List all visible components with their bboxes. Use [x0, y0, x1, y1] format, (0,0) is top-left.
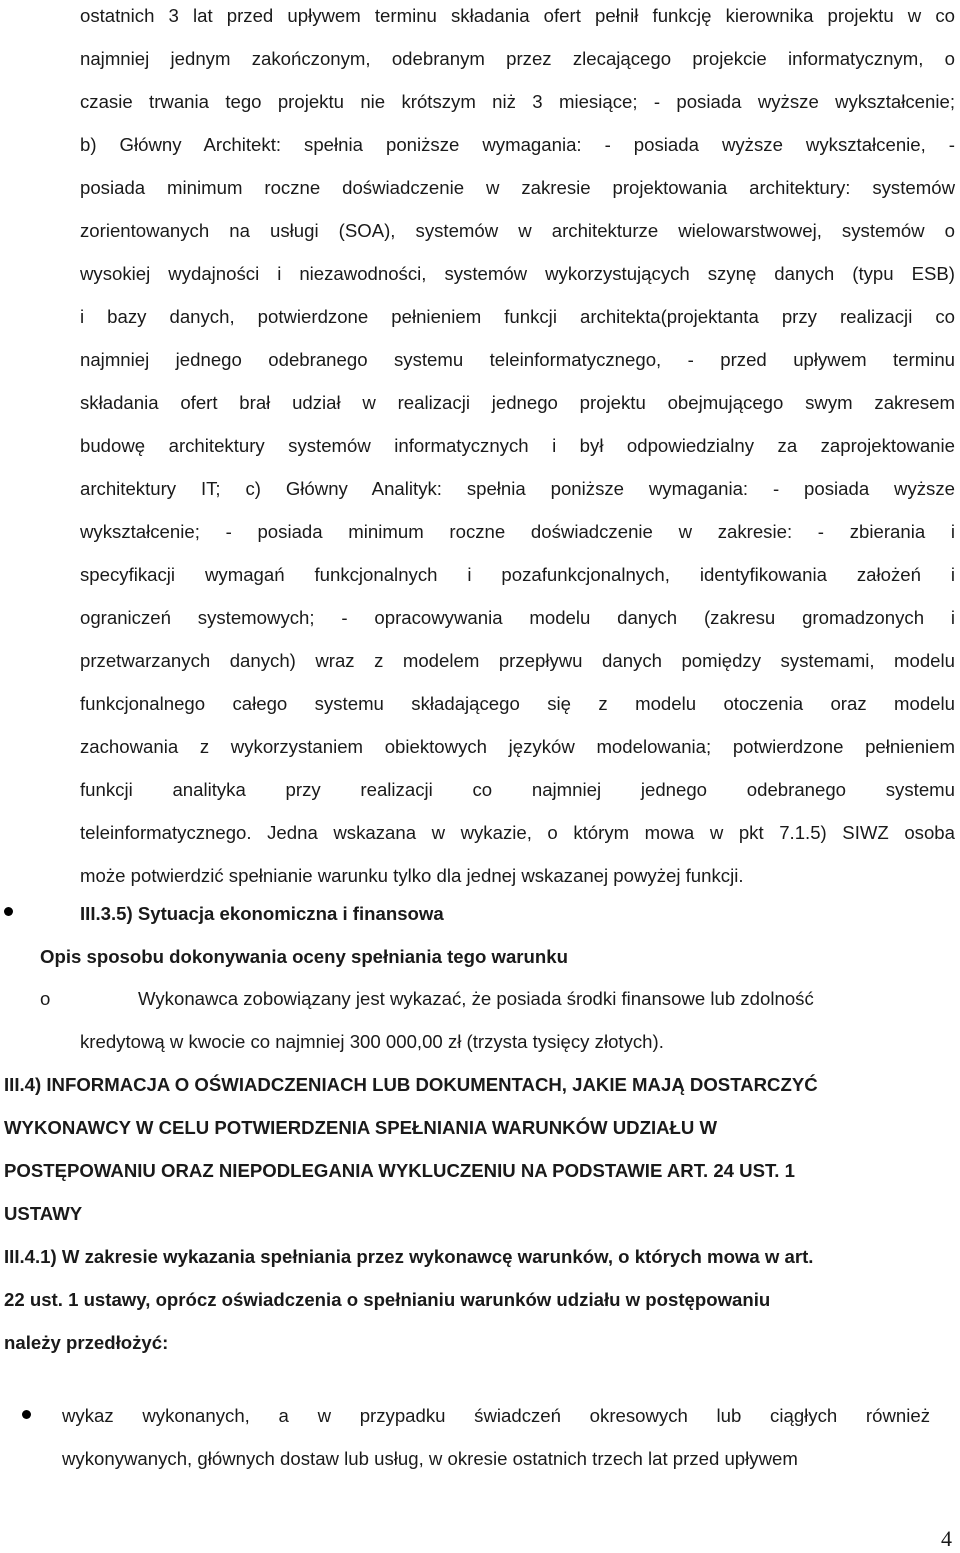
text-line: i bazy danych, potwierdzone pełnieniem funkcji architekta(projektanta przy realizacji co [80, 306, 955, 327]
finance-line: Wykonawca zobowiązany jest wykazać, że posiada środki finansowe lub zdolność [138, 988, 814, 1009]
text-line: architektury IT; c) Główny Analityk: spełnia poniższe wymagania: - posiada wyższe [80, 478, 955, 499]
text-line: specyfikacji wymagań funkcjonalnych i pozafunkcjonalnych, identyfikowania założeń i [80, 564, 955, 585]
list-item-line: wykaz wykonanych, a w przypadku świadczeń okresowych lub ciągłych również [62, 1405, 930, 1426]
text-line: ostatnich 3 lat przed upływem terminu składania ofert pełnił funkcję kierownika projektu w co [80, 5, 955, 26]
text-line: zorientowanych na usługi (SOA), systemów w architekturze wielowarstwowej, systemów o [80, 220, 955, 241]
text-line: posiada minimum roczne doświadczenie w zakresie projektowania architektury: systemów [80, 177, 955, 198]
list-item-line: wykonywanych, głównych dostaw lub usług, w okresie ostatnich trzech lat przed upływem [62, 1448, 798, 1469]
text-line: wykształcenie; - posiada minimum roczne doświadczenie w zakresie: - zbierania i [80, 521, 955, 542]
section-heading-iii35: III.3.5) Sytuacja ekonomiczna i finansowa [80, 903, 444, 924]
heading-line: 22 ust. 1 ustawy, oprócz oświadczenia o spełnianiu warunków udziału w postępowaniu [4, 1289, 771, 1310]
circle-list-marker: o [40, 988, 51, 1009]
page-number: 4 [941, 1526, 952, 1551]
bullet-dot [4, 907, 13, 916]
text-line: może potwierdzić spełnianie warunku tylko dla jednej wskazanej powyżej funkcji. [80, 865, 744, 886]
text-line: składania ofert brał udział w realizacji jednego projektu obejmującego swym zakresem [80, 392, 955, 413]
heading-line: USTAWY [4, 1203, 83, 1224]
heading-line: III.4.1) W zakresie wykazania spełniania przez wykonawcę warunków, o których mowa w art. [4, 1246, 814, 1267]
text-line: funkcji analityka przy realizacji co najmniej jednego odebranego systemu [80, 779, 955, 800]
text-line: przetwarzanych danych) wraz z modelem przepływu danych pomiędzy systemami, modelu [80, 650, 955, 671]
text-line: ograniczeń systemowych; - opracowywania modelu danych (zakresu gromadzonych i [80, 607, 955, 628]
text-line: najmniej jednego odebranego systemu teleinformatycznego, - przed upływem terminu [80, 349, 955, 370]
heading-line: III.4) INFORMACJA O OŚWIADCZENIACH LUB DOKUMENTACH, JAKIE MAJĄ DOSTARCZYĆ [4, 1074, 818, 1095]
bullet-dot [22, 1410, 31, 1419]
text-line: b) Główny Architekt: spełnia poniższe wymagania: - posiada wyższe wykształcenie, - [80, 134, 955, 155]
text-line: najmniej jednym zakończonym, odebranym przez zlecającego projekcie informatycznym, o [80, 48, 955, 69]
text-line: czasie trwania tego projektu nie krótszym niż 3 miesiące; - posiada wyższe wykształcenie; [80, 91, 955, 112]
heading-line: WYKONAWCY W CELU POTWIERDZENIA SPEŁNIANIA WARUNKÓW UDZIAŁU W [4, 1117, 718, 1138]
text-line: zachowania z wykorzystaniem obiektowych języków modelowania; potwierdzone pełnieniem [80, 736, 955, 757]
text-line: wysokiej wydajności i niezawodności, systemów wykorzystujących szynę danych (typu ESB) [80, 263, 955, 284]
text-line: teleinformatycznego. Jedna wskazana w wykazie, o którym mowa w pkt 7.1.5) SIWZ osoba [80, 822, 955, 843]
text-line: funkcjonalnego całego systemu składającego się z modelu otoczenia oraz modelu [80, 693, 955, 714]
opis-heading: Opis sposobu dokonywania oceny spełniania tego warunku [40, 946, 568, 967]
finance-line: kredytową w kwocie co najmniej 300 000,00 zł (trzysta tysięcy złotych). [80, 1031, 664, 1052]
text-line: budowę architektury systemów informatycznych i był odpowiedzialny za zaprojektowanie [80, 435, 955, 456]
heading-line: POSTĘPOWANIU ORAZ NIEPODLEGANIA WYKLUCZENIU NA PODSTAWIE ART. 24 UST. 1 [4, 1160, 795, 1181]
heading-line: należy przedłożyć: [4, 1332, 169, 1353]
